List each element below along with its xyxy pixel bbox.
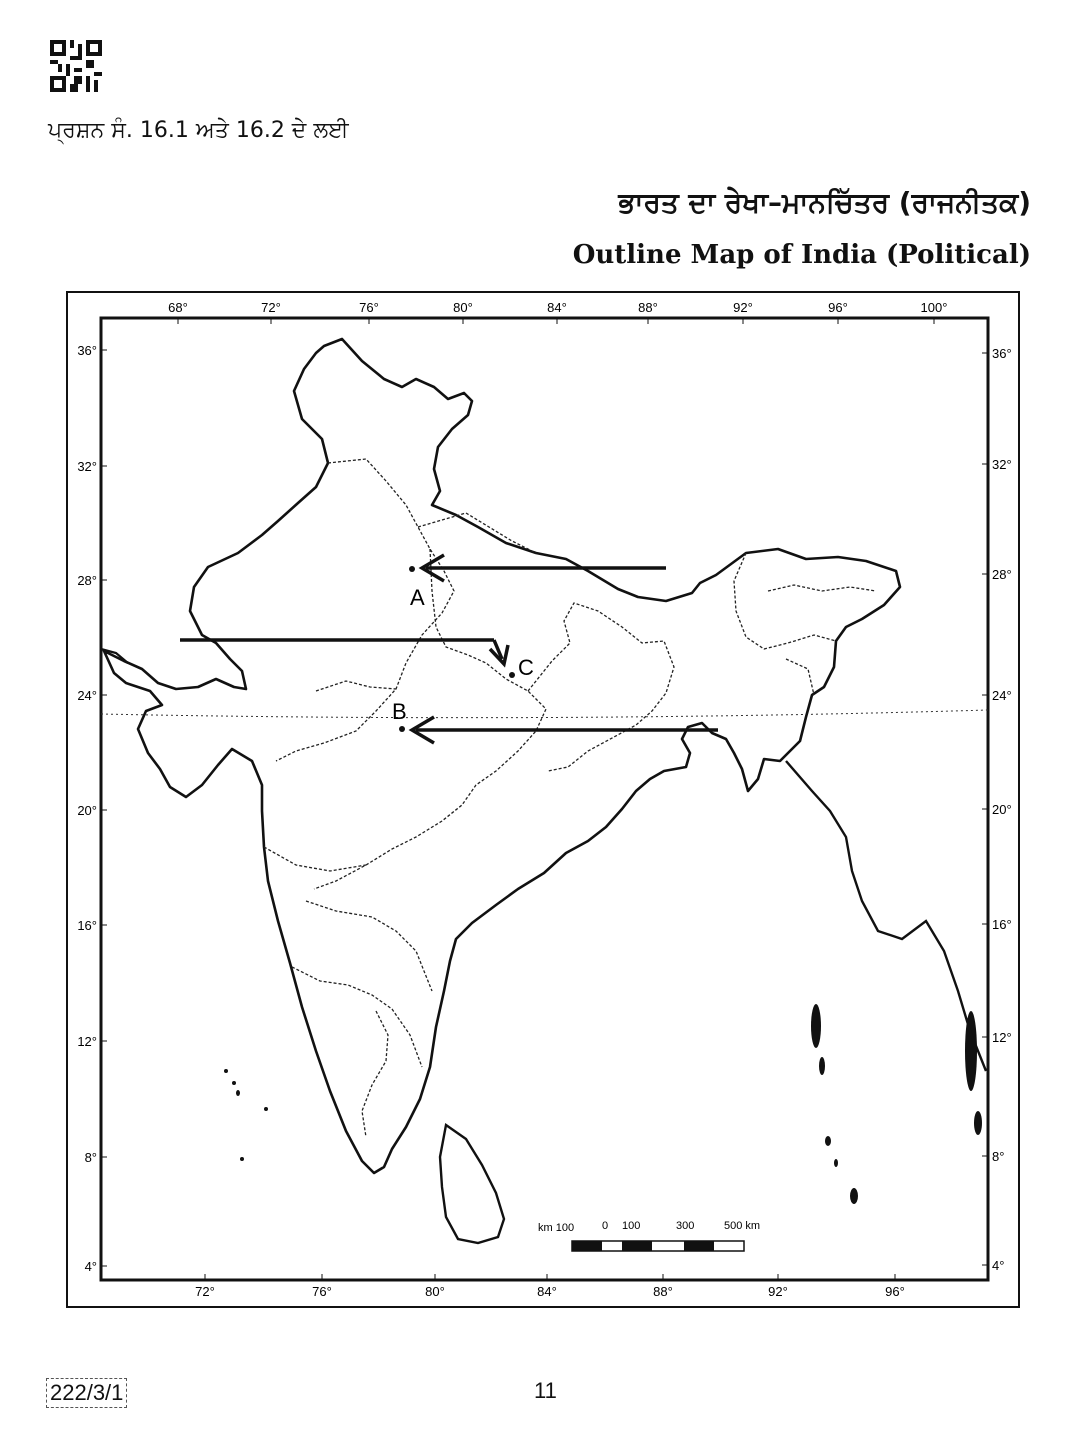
right-lat-label: 16° <box>992 917 1012 932</box>
marker-C-dot <box>509 672 515 678</box>
top-lon-label: 100° <box>920 300 948 315</box>
top-lon-label: 88° <box>638 300 658 315</box>
left-lat-label: 24° <box>77 688 97 703</box>
left-lat-label: 12° <box>77 1034 97 1049</box>
left-lat-label: 36° <box>77 343 97 358</box>
left-lat-label: 32° <box>77 459 97 474</box>
outer-frame <box>67 292 1019 1307</box>
scale-label: 300 <box>676 1220 695 1232</box>
question-reference: ਪ੍ਰਸ਼ਨ ਸੰ. 16.1 ਅਤੇ 16.2 ਦੇ ਲਈ <box>48 118 349 143</box>
marker-B-dot <box>399 726 405 732</box>
marker-A-label: A <box>410 585 425 610</box>
outline-map <box>66 291 1020 1308</box>
bottom-lon-label: 72° <box>195 1284 215 1299</box>
left-lat-label: 8° <box>84 1150 97 1165</box>
map-title-english: Outline Map of India (Political) <box>572 240 1031 270</box>
right-lat-label: 24° <box>992 688 1012 703</box>
left-lat-label: 4° <box>84 1259 97 1274</box>
right-lat-label: 36° <box>992 346 1012 361</box>
bottom-lon-label: 76° <box>312 1284 332 1299</box>
top-lon-label: 96° <box>828 300 848 315</box>
top-lon-label: 92° <box>733 300 753 315</box>
right-lat-label: 20° <box>992 802 1012 817</box>
top-lon-label: 84° <box>547 300 567 315</box>
marker-A-dot <box>409 566 415 572</box>
right-lat-label: 8° <box>992 1149 1005 1164</box>
marker-B-label: B <box>392 699 407 724</box>
left-lat-label: 20° <box>77 803 97 818</box>
bottom-lon-label: 96° <box>885 1284 905 1299</box>
scale-label: 100 <box>622 1220 641 1232</box>
marker-C-label: C <box>518 655 534 680</box>
top-lon-label: 80° <box>453 300 473 315</box>
paper-code: 222/3/1 <box>46 1378 127 1408</box>
bottom-lon-label: 80° <box>425 1284 445 1299</box>
bottom-lon-label: 88° <box>653 1284 673 1299</box>
top-lon-label: 68° <box>168 300 188 315</box>
scale-label: km 100 <box>538 1222 575 1234</box>
left-lat-label: 28° <box>77 573 97 588</box>
left-lat-label: 16° <box>77 918 97 933</box>
bottom-lon-label: 92° <box>768 1284 788 1299</box>
right-lat-label: 4° <box>992 1258 1005 1273</box>
page-number: 11 <box>534 1378 557 1403</box>
top-lon-label: 72° <box>261 300 281 315</box>
right-lat-label: 28° <box>992 567 1012 582</box>
scale-label: 500 km <box>724 1220 761 1232</box>
qr-code <box>50 40 102 92</box>
map-title-punjabi: ਭਾਰਤ ਦਾ ਰੇਖਾ–ਮਾਨਚਿੱਤਰ (ਰਾਜਨੀਤਕ) <box>618 186 1031 219</box>
top-lon-label: 76° <box>359 300 379 315</box>
bottom-lon-label: 84° <box>537 1284 557 1299</box>
right-lat-label: 12° <box>992 1030 1012 1045</box>
scale-label: 0 <box>602 1220 609 1232</box>
right-lat-label: 32° <box>992 457 1012 472</box>
